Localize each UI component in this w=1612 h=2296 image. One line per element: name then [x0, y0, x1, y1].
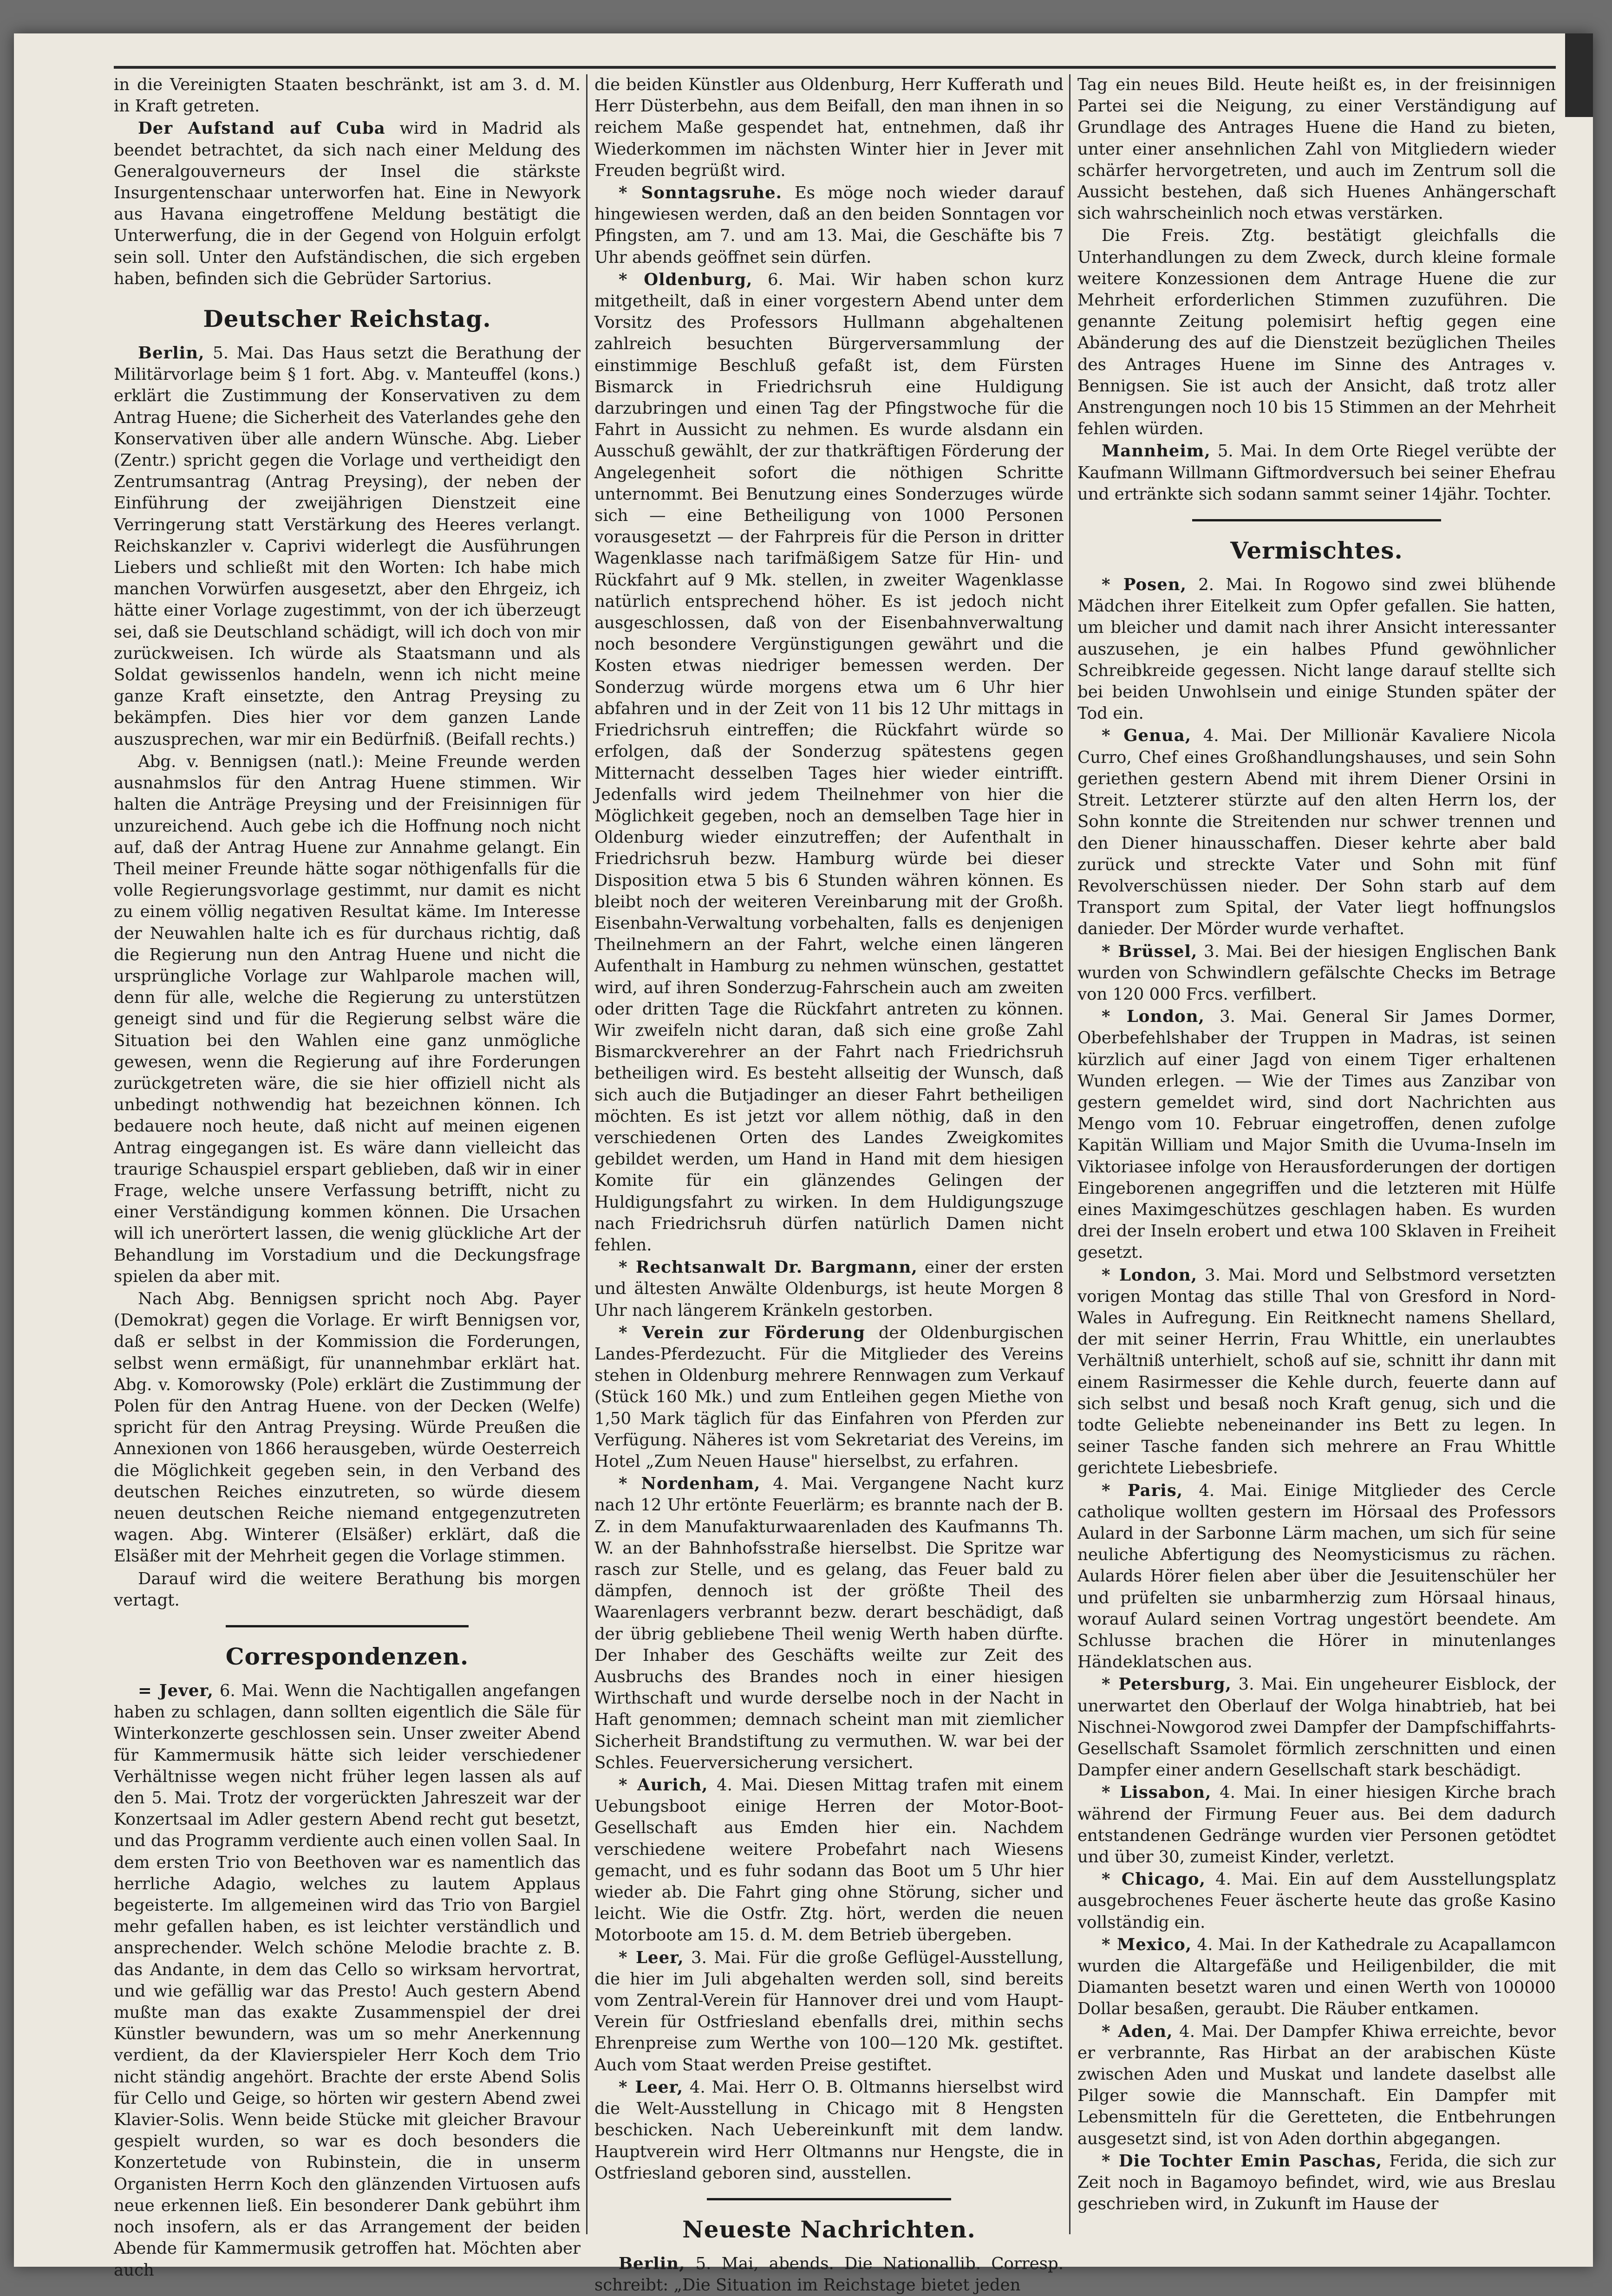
article-dateline: * Leer,: [619, 2077, 684, 2097]
article-text: 3. Mai. Für die große Geflügel-Ausstellung, die hier im Juli abgehalten werden soll, sind bereits vom Zentral-Verein für Hannover drei und vom Haupt-Verein für Ostfriesland ebenfalls drei, mithin sechs Ehrenpreise zum Werthe von 100—120 Mk. gestiftet. Auch vom Staat werden Preise gestiftet.: [594, 1948, 1064, 2075]
article-paragraph: [594, 1775, 1064, 1946]
article-paragraph: [114, 1288, 581, 1568]
article-dateline: * Petersburg,: [1102, 1675, 1232, 1694]
article-text: 3. Mai. General Sir James Dormer, Oberbefehlshaber der Truppen in Madras, ist seinen kürzlich auf einer Jagd von einem Tiger erhaltenen Wunden erlegen. — Wie der Times aus Zanzibar von gestern gemeldet wird, sind dort Nachrichten aus Mengo vom 10. Februar eingetroffen, denen zufolge Kapitän William und Major Smith die Uvuma-Inseln im Viktoriasee infolge von Herausforderungen der dortigen Eingeborenen angegriffen und die letzteren mit Hülfe eines Maximgeschützes geschlagen haben. Es wurden drei der Inseln erobert und etwa 100 Sklaven in Freiheit gesetzt.: [1077, 1007, 1556, 1262]
section-heading: Correspondenzen.: [225, 1643, 469, 1671]
article-dateline: * Paris,: [1102, 1481, 1183, 1500]
article-paragraph: [1077, 2151, 1556, 2215]
article-text: 4. Mai. Der Dampfer Khiwa erreichte, bevor er verbrannte, Ras Hirbat an der arabischen Küste zwischen Aden und Muskat und landete daselbst alle Pilger sowie die Mannschaft. Ein Dampfer mit Lebensmitteln für die Geretteten, die Entbehrungen ausgesetzt sind, ist von Aden dorthin abgegangen.: [1077, 2022, 1556, 2148]
article-text: 5. Mai. Das Haus setzt die Berathung der Militärvorlage beim § 1 fort. Abg. v. Manteuffel (kons.) erklärt die Zustimmung der Konservativen zu dem Antrag Huene; die Sicherheit des Vaterlandes gehe den Konservativen über alle andern Wünsche. Abg. Lieber (Zentr.) spricht gegen die Vorlage und vertheidigt den Zentrumsantrag (Antrag Preysing), der neben der Einführung der zweijährigen Dienstzeit eine Verringerung statt Verstärkung des Heeres verlangt. Reichskanzler v. Caprivi widerlegt die Ausführungen Liebers und schließt mit den Worten: Ich habe mich manchen Vorwürfen ausgesetzt, aber den Ehrgeiz, ich hätte einer Vorlage zugestimmt, von der ich überzeugt sei, daß sie Deutschland schädigt, will ich doch von mir zurückweisen. Ich würde als Staatsmann und als Soldat gewissenlos handeln, wenn ich nicht meine ganze Kraft einsetzte, den Antrag Preysing zu bekämpfen. Dies hier vor dem ganzen Lande auszusprechen, war mir ein Bedürfniß. (Beifall rechts.): [114, 344, 581, 749]
article-paragraph: [1077, 2021, 1556, 2150]
article-paragraph: [594, 2253, 1064, 2296]
article-paragraph: [594, 1257, 1064, 1321]
article-text: 4. Mai. Einige Mitglieder des Cercle catholique wollten gestern im Hörsaal des Professors Aulard in der Sarbonne Lärm machen, um sich für seine neuliche Abfertigung des Neomysticismus zu rächen. Aulards Hörer fielen aber über die Jesuitenschüler her und prüfelten sie unbarmherzig zum Hörsaal hinaus, worauf Aulard seinen Vortrag ungestört beendete. Am Schlusse brachen die Hörer in minutenlanges Händeklatschen aus.: [1077, 1481, 1556, 1672]
article-text: 6. Mai. Wir haben schon kurz mitgetheilt, daß in einer vorgestern Abend unter dem Vorsitz des Professors Hullmann abgehaltenen zahlreich besuchten Bürgerversammlung der einstimmige Beschluß gefaßt ist, dem Fürsten Bismarck in Friedrichsruh eine Huldigung darzubringen und einen Tag der Pfingstwoche für die Fahrt in Aussicht zu nehmen. Es wurde alsdann ein Ausschuß gewählt, der zur thatkräftigen Förderung der Angelegenheit sofort die nöthigen Schritte unternommt. Bei Benutzung eines Sonderzuges würde sich — eine Betheiligung von 1000 Personen vorausgesetzt — der Fahrpreis für die Person in dritter Wagenklasse nach tarifmäßigem Satze für Hin- und Rückfahrt auf 9 Mk. stellen, in zweiter Wagenklasse natürlich entsprechend höher. Es ist jedoch nicht ausgeschlossen, daß von der Eisenbahnverwaltung noch besondere Vergünstigungen gewährt und die Kosten etwas niedriger bemessen werden. Der Sonderzug würde morgens etwa um 6 Uhr hier abfahren und in der Zeit von 11 bis 12 Uhr mittags in Friedrichsruh eintreffen; die Rückfahrt würde so erfolgen, daß der Sonderzug spätestens gegen Mitternacht desselben Tages hier wieder eintrifft. Jedenfalls wird jedem Theilnehmer von hier die Möglichkeit gegeben, noch an demselben Tage hier in Oldenburg wieder einzutreffen; der Aufenthalt in Friedrichsruh bezw. Hamburg würde bei dieser Disposition etwa 5 bis 6 Stunden währen können. Es bleibt noch der weiteren Vereinbarung mit der Großh. Eisenbahn-Verwaltung vorbehalten, falls es denjenigen Theilnehmern an der Fahrt, welche einen längeren Aufenthalt in Hamburg zu nehmen wünschen, gestattet wird, auf ihren Sonderzug-Fahrschein auch am zweiten oder dritten Tage die Rückfahrt antreten zu können. Wir zweifeln nicht daran, daß sich eine große Zahl Bismarckverehrer an der Fahrt nach Friedrichsruh betheiligen wird. Es besteht allseitig der Wunsch, daß sich auch die Butjadinger an dieser Fahrt betheiligen möchten. Es ist jetzt vor allem nöthig, daß in den verschiedenen Orten des Landes Zweigkomites gebildet werden, um Hand in Hand mit dem hiesigen Komite für ein glänzendes Gelingen der Huldigungsfahrt zu wirken. In dem Huldigungszuge nach Friedrichsruh dürfen natürlich Damen nicht fehlen.: [594, 270, 1064, 1255]
article-text: 3. Mai. Bei der hiesigen Englischen Bank wurden von Schwindlern gefälschte Checks im Betrage von 120 000 Frcs. verfilbert.: [1077, 942, 1556, 1004]
article-paragraph: [114, 343, 581, 750]
article-paragraph: [1077, 574, 1556, 724]
article-text: 2. Mai. In Rogowo sind zwei blühende Mädchen ihrer Eitelkeit zum Opfer gefallen. Sie hatten, um bleicher und damit nach ihrer Ansicht interessanter auszusehen, je ein halbes Pfund gewöhnlicher Schreibkreide gegessen. Nicht lange darauf stellte sich bei beiden Unwohlsein und einige Stunden später der Tod ein.: [1077, 575, 1556, 723]
article-dateline: * London,: [1102, 1007, 1205, 1027]
article-text: 4. Mai. In der Kathedrale zu Acapallamcon wurden die Altargefäße und Heiligenbilder, die mit Diamanten besetzt waren und einen Werth von 100000 Dollar besaßen, geraubt. Die Räuber entkamen.: [1077, 1935, 1556, 2019]
article-paragraph: [1077, 1782, 1556, 1868]
article-text: 5. Mai, abends. Die Nationallib. Corresp. schreibt: „Die Situation im Reichstage bietet jeden: [594, 2254, 1064, 2295]
article-text: in die Vereinigten Staaten beschränkt, ist am 3. d. M. in Kraft getreten.: [114, 75, 581, 116]
article-text: Tag ein neues Bild. Heute heißt es, in der freisinnigen Partei sei die Neigung, zu einer Verständigung auf Grundlage des Antrages Huene die Hand zu bieten, unter einer ansehnlichen Zahl von Mitgliedern wieder schärfer hervorgetreten, und auch im Zentrum soll die Aussicht bestehen, daß sich Huenes Anhängerschaft sich wahrscheinlich noch etwas verstärken.: [1077, 75, 1556, 223]
article-text: 4. Mai. Diesen Mittag trafen mit einem Uebungsboot einige Herren der Motor-Boot-Gesellschaft aus Emden hier ein. Nachdem verschiedene weitere Probefahrt nach Wiesens gemacht, und es fuhr sodann das Boot um 5 Uhr hier wieder ab. Die Fahrt ging ohne Störung, sicher und leicht. Wie die Ostfr. Ztg. hört, werden die neuen Motorboote am 15. d. M. dem Betrieb übergeben.: [594, 1776, 1064, 1945]
article-text: einer der ersten und ältesten Anwälte Oldenburgs, ist heute Morgen 8 Uhr nach längerem Kränkeln gestorben.: [594, 1258, 1064, 1320]
column-2: [594, 74, 1064, 2295]
article-text: Die Freis. Ztg. bestätigt gleichfalls die Unterhandlungen zu dem Zweck, durch kleine formale weitere Konzessionen dem Antrage Huene die zur Mehrheit erforderlichen Stimmen zuzuführen. Die genannte Zeitung polemisirt heftig gegen eine Abänderung des auf die Dienstzeit bezüglichen Theiles des Antrages Huene im Sinne des Antrages v. Bennigsen. Sie ist auch der Ansicht, daß trotz aller Anstrengungen noch 10 bis 15 Stimmen an der Mehrheit fehlen würden.: [1077, 226, 1556, 439]
section-rule: [226, 1625, 469, 1627]
article-text: 6. Mai. Wenn die Nachtigallen angefangen haben zu schlagen, dann sollten eigentlich die Säle für Winterkonzerte geschlossen sein. Unser zweiter Abend für Kammermusik hätte sich leider verschiedener Verhältnisse wegen nicht früher legen lassen als auf den 5. Mai. Trotz der vorgerückten Jahreszeit war der Konzertsaal im Adler gestern Abend recht gut besetzt, und das Programm verdiente auch einen vollen Saal. In dem ersten Trio von Beethoven war es namentlich das herrliche Adagio, welches zu lautem Applaus begeisterte. Im allgemeinen wird das Trio von Bargiel mehr gefallen haben, es ist leichter verständlich und ansprechender. Welch schöne Melodie brachte z. B. das Andante, in dem das Cello so wirksam hervortrat, und wie gefällig war das Presto! Auch gestern Abend mußte man das exakte Zusammenspiel der drei Künstler bewundern, was um so mehr Anerkennung verdient, da der Klavierspieler Herr Koch dem Trio nicht ständig angehört. Brachte der erste Abend Solis für Cello und Geige, so hörten wir gestern Abend zwei Klavier-Solis. Wenn beide Stücke mit gleicher Bravour gespielt wurden, so war es doch besonders die Konzertetude von Rubinstein, die in unserm Organisten Herrn Koch den glänzenden Virtuosen aufs neue erkennen ließ. Ein besonderer Dank gebührt ihm noch insofern, als er das Arrangement der beiden Abende für Kammermusik getroffen hat. Möchten aber auch: [114, 1681, 581, 2280]
article-paragraph: [594, 1473, 1064, 1774]
article-dateline: * London,: [1102, 1265, 1197, 1285]
article-paragraph: [594, 269, 1064, 1256]
section-heading: Vermischtes.: [1230, 537, 1403, 565]
section-heading: Deutscher Reichstag.: [203, 305, 491, 333]
article-text: wird in Madrid als beendet betrachtet, da sich nach einer Meldung des Generalgouverneurs der Insel die stärkste Insurgentenschaar unterworfen hat. Eine in Newyork aus Havana eingetroffene Meldung bestätigt die Unterwerfung, die in der Gegend von Holguin erfolgt sein soll. Unter den Aufständischen, die sich ergeben haben, befinden sich die Gebrüder Sartorius.: [114, 119, 581, 288]
article-text: 3. Mai. Mord und Selbstmord versetzten vorigen Montag das stille Thal von Gresford in Nord-Wales in Aufregung. Ein Reitknecht namens Shellard, der mit seiner Herrin, Frau Whittle, ein unerlaubtes Verhältniß unterhielt, schoß auf sie, schnitt ihr dann mit einem Rasirmesser die Kehle durch, feuerte dann auf sich selbst und besaß noch Kraft genug, sich und die todte Geliebte nebeneinander ins Bett zu legen. In seiner Tasche fanden sich mehrere an Frau Whittle gerichtete Liebesbriefe.: [1077, 1265, 1556, 1478]
article-dateline: * Genua,: [1102, 726, 1192, 746]
column-divider: [1069, 74, 1070, 2234]
article-dateline: Mannheim,: [1102, 442, 1211, 461]
article-paragraph: [1077, 74, 1556, 224]
article-paragraph: [1077, 725, 1556, 940]
article-dateline: * Lissabon,: [1102, 1783, 1212, 1802]
article-text: Nach Abg. Bennigsen spricht noch Abg. Payer (Demokrat) gegen die Vorlage. Er wirft Bennigsen vor, daß er selbst in der Kommission die Forderungen, selbst wenn ermäßigt, für unannehmbar erklärt hat. Abg. v. Komorowsky (Pole) erklärt die Zustimmung der Polen für den Antrag Huene. von der Decken (Welfe) spricht für den Antrag Preysing. Würde Preußen die Annexionen von 1866 herausgeben, würde Oesterreich die Möglichkeit gegeben sein, in den Verband des deutschen Reiches einzutreten, so würde diesem neuen deutschen Reiche niemand entgegenzutreten wagen. Abg. Winterer (Elsäßer) erklärt, daß die Elsäßer mit der Mehrheit gegen die Vorlage stimmen.: [114, 1289, 581, 1566]
article-text: der Oldenburgischen Landes-Pferdezucht. Für die Mitglieder des Vereins stehen in Oldenburg mehrere Rennwagen zum Verkauf (Stück 160 Mk.) und zum Entleihen gegen Miethe von 1,50 Mark täglich für das Einfahren von Pferden zur Verfügung. Näheres ist vom Sekretariat des Vereins, im Hotel „Zum Neuen Hause" hierselbst, zu erfahren.: [594, 1323, 1064, 1471]
section-rule: [707, 2198, 951, 2200]
scan-edge: [1565, 33, 1593, 117]
article-dateline: * Rechtsanwalt Dr. Bargmann,: [619, 1258, 918, 1277]
article-dateline: Berlin,: [619, 2254, 685, 2273]
article-paragraph: [1077, 441, 1556, 505]
article-paragraph: [114, 1568, 581, 1611]
article-paragraph: [594, 182, 1064, 268]
column-divider: [586, 74, 587, 2234]
article-text: 4. Mai. Herr O. B. Oltmanns hierselbst wird die Welt-Ausstellung in Chicago mit 8 Hengsten beschicken. Nach Uebereinkunft mit dem landw. Hauptverein wird Herr Oltmanns nur Hengste, die in Ostfriesland geboren sind, ausstellen.: [594, 2077, 1064, 2183]
article-text: 4. Mai. Ein auf dem Ausstellungsplatz ausgebrochenes Feuer äscherte heute das große Kasino vollständig ein.: [1077, 1870, 1556, 1932]
article-paragraph: [594, 1322, 1064, 1472]
article-text: 3. Mai. Ein ungeheurer Eisblock, der unerwartet den Oberlauf der Wolga hinabtrieb, hat bei Nischnei-Nowgorod zwei Dampfer der Dampfschiffahrts-Gesellschaft Ssamolet förmlich zerschnitten und einen Dampfer einer andern Gesellschaft stark beschädigt.: [1077, 1675, 1556, 1780]
article-paragraph: [1077, 1674, 1556, 1781]
article-text: 4. Mai. In einer hiesigen Kirche brach während der Firmung Feuer aus. Bei dem dadurch entstandenen Gedränge wurden vier Personen getödtet und über 30, zumeist Kinder, verletzt.: [1077, 1783, 1556, 1867]
article-text: 5. Mai. In dem Orte Riegel verübte der Kaufmann Willmann Giftmordversuch bei seiner Ehefrau und ertränkte sich sodann sammt seiner 14jähr. Tochter.: [1077, 442, 1556, 504]
article-dateline: * Aurich,: [619, 1776, 708, 1795]
article-dateline: * Sonntagsruhe.: [619, 183, 782, 203]
section-rule: [1192, 519, 1441, 521]
article-dateline: * Leer,: [619, 1948, 684, 1967]
article-dateline: * Verein zur Förderung: [619, 1323, 865, 1342]
article-paragraph: [114, 74, 581, 117]
article-paragraph: [594, 1947, 1064, 2076]
article-text: Ferida, die sich zur Zeit noch in Bagamoyo befindet, wird, wie aus Breslau geschrieben wird, in Zukunft im Hause der: [1077, 2151, 1556, 2214]
article-dateline: * Posen,: [1102, 575, 1187, 595]
article-text: Abg. v. Bennigsen (natl.): Meine Freunde werden ausnahmslos für den Antrag Huene stimmen. Wir halten die Anträge Preysing und der Freisinnigen für unzureichend. Auch gebe ich die Hoffnung noch nicht auf, daß der Antrag Huene zur Annahme gelangt. Ein Theil meiner Freunde hätte sogar nöthigenfalls für die volle Regierungsvorlage gestimmt, nur damit es nicht zu einem völlig negativen Resultat käme. Im Interesse der Neuwahlen halte ich es für durchaus richtig, daß die Regierung nun den Antrag Huene und nicht die ursprüngliche Vorlage zur Wahlparole machen will, denn für alle, welche die Regierung zu unterstützen geneigt sind und für die Regierung selbst wäre die Situation bei den Wahlen eine ganz unmögliche gewesen, wenn die Regierung auf ihre Forderungen zurückgetreten wäre, die sie hier offiziell nicht als unbedingt nothwendig hat bezeichnen können. Ich bedauere noch heute, daß nicht auf meinen eigenen Antrag eingegangen ist. Es wäre dann vielleicht das traurige Schauspiel erspart geblieben, daß wir in einer Frage, welche unsere Verfassung betrifft, nicht zu einer Verständigung kommen können. Die Ursachen will ich unerörtert lassen, die wenig glückliche Art der Behandlung im Vorstadium und die Deckungsfrage spielen da aber mit.: [114, 752, 581, 1286]
article-dateline: * Oldenburg,: [619, 270, 753, 289]
article-dateline: Berlin,: [138, 344, 205, 363]
article-paragraph: [1077, 1480, 1556, 1673]
article-dateline: * Mexico,: [1102, 1935, 1192, 1954]
top-rule: [114, 66, 1556, 69]
article-paragraph: [1077, 1265, 1556, 1479]
newspaper-page: [14, 33, 1593, 2295]
article-dateline: = Jever,: [138, 1681, 214, 1701]
article-paragraph: [1077, 225, 1556, 440]
article-dateline: * Die Tochter Emin Paschas,: [1102, 2151, 1383, 2171]
article-dateline: Der Aufstand auf Cuba: [138, 119, 385, 138]
article-text: 4. Mai. Der Millionär Kavaliere Nicola Curro, Chef eines Großhandlungshauses, und sein Sohn geriethen gestern Abend mit ihrem Diener Orsini in Streit. Letzterer stürzte auf den alten Herrn los, der Sohn konnte die Streitenden nur schwer trennen und den Diener hinausschaffen. Dieser kehrte aber bald zurück und streckte Vater und Sohn mit fünf Revolverschüssen nieder. Der Sohn starb auf dem Transport zum Spital, der Vater liegt hoffnungslos danieder. Der Mörder wurde verhaftet.: [1077, 726, 1556, 939]
article-dateline: * Aden,: [1102, 2022, 1173, 2041]
section-heading: Neueste Nachrichten.: [682, 2215, 976, 2243]
article-text: die beiden Künstler aus Oldenburg, Herr Kufferath und Herr Düsterbehn, aus dem Beifall, den man ihnen in so reichem Maße gespendet hat, entnehmen, daß ihr Wiederkommen im nächsten Winter hier in Jever mit Freuden begrüßt wird.: [594, 75, 1064, 180]
article-dateline: * Chicago,: [1102, 1870, 1206, 1889]
article-paragraph: [114, 1680, 581, 2281]
article-text: Es möge noch wieder darauf hingewiesen werden, daß an den beiden Sonntagen vor Pfingsten, am 7. und am 13. Mai, die Geschäfte bis 7 Uhr abends geöffnet sein dürfen.: [594, 183, 1064, 267]
column-3: [1077, 74, 1556, 2239]
column-1: [114, 74, 581, 2280]
article-dateline: * Brüssel,: [1102, 942, 1198, 961]
article-paragraph: [594, 74, 1064, 182]
article-paragraph: [594, 2077, 1064, 2184]
article-paragraph: [1077, 1869, 1556, 1933]
article-paragraph: [114, 751, 581, 1288]
article-paragraph: [1077, 1006, 1556, 1263]
article-paragraph: [1077, 941, 1556, 1006]
article-paragraph: [114, 118, 581, 290]
article-paragraph: [1077, 1934, 1556, 2020]
article-dateline: * Nordenham,: [619, 1474, 761, 1494]
article-text: 4. Mai. Vergangene Nacht kurz nach 12 Uhr ertönte Feuerlärm; es brannte nach der B. Z. in dem Manufakturwaarenladen des Kaufmanns Th. W. an der Bahnhofsstraße hierselbst. Die Spritze war rasch zur Stelle, und es gelang, das Feuer bald zu dämpfen, dennoch ist der größte Theil des Waarenlagers verbrannt bezw. derart beschädigt, daß der übrig gebliebene Theil wenig Werth haben dürfte. Der Inhaber des Geschäfts weilte zur Zeit des Ausbruchs des Brandes noch in einer hiesigen Wirthschaft und wurde derselbe noch in der Nacht in Haft genommen; demnach scheint man mit ziemlicher Sicherheit Brandstiftung zu vermuthen. W. war bei der Schles. Feuerversicherung versichert.: [594, 1474, 1064, 1772]
article-text: Darauf wird die weitere Berathung bis morgen vertagt.: [114, 1569, 581, 1610]
